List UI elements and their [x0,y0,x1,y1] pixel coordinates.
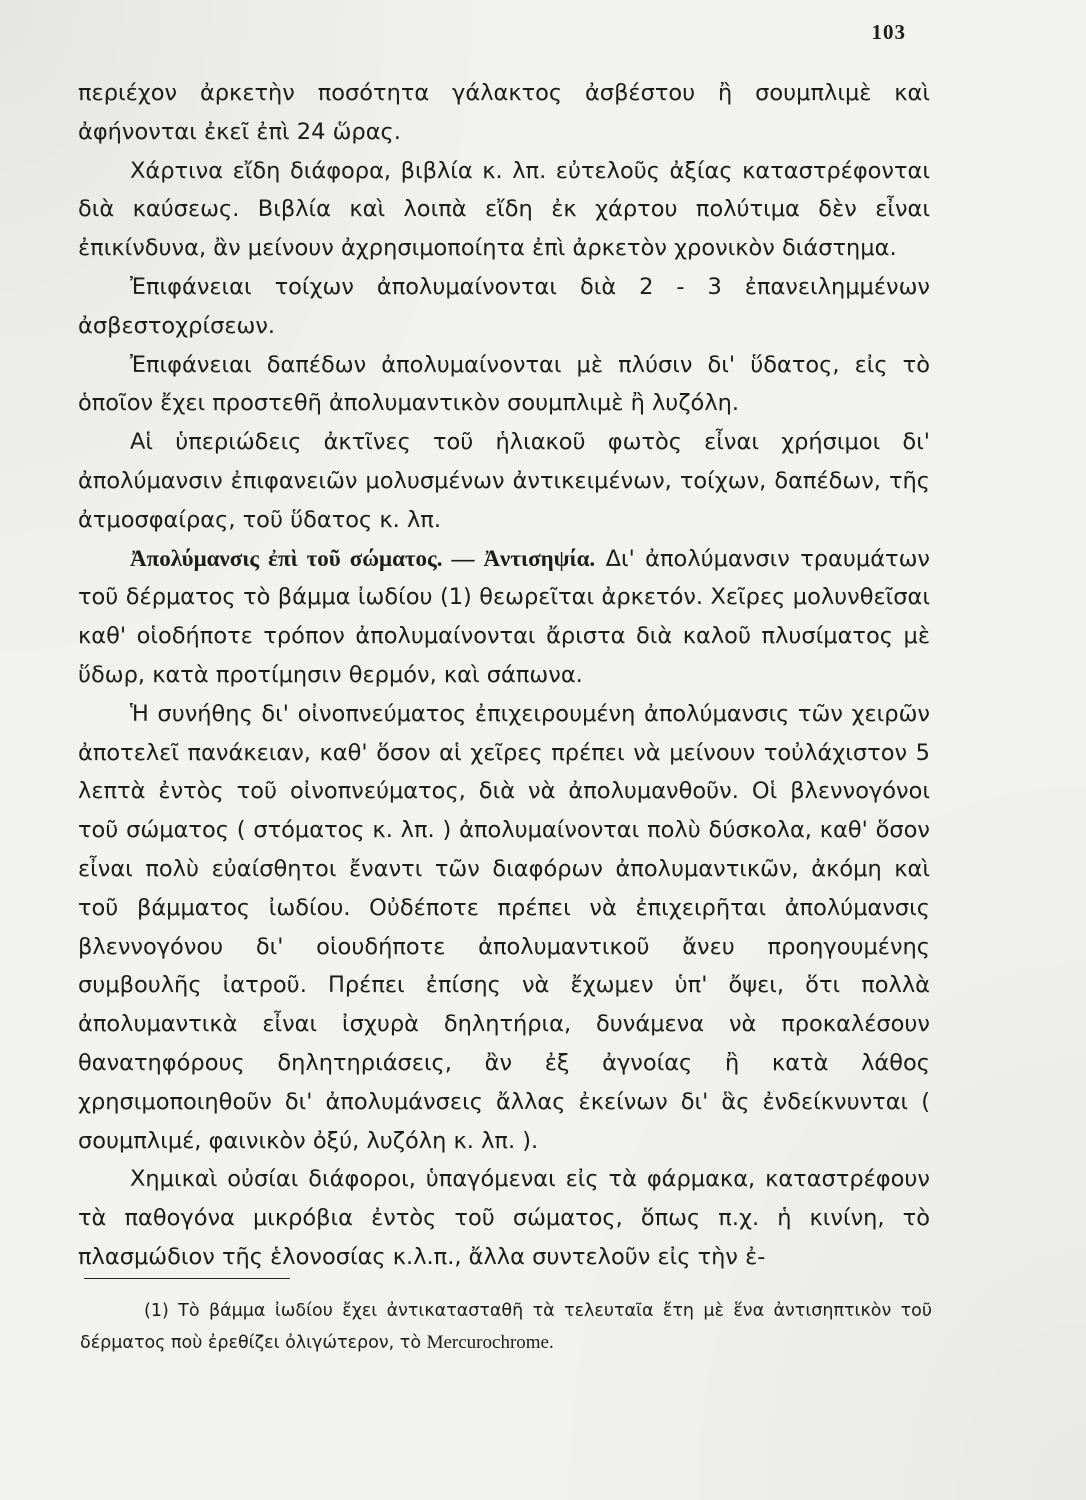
footnote-divider [84,1278,290,1279]
paragraph-paper-items: Χάρτινα εἴδη διάφορα, βιβλία κ. λπ. εὐτελοῦς ἀξίας καταστρέφονται διὰ καύσεως. Βιβλία καὶ λοιπὰ εἴδη ἐκ χάρτου πολύτιμα δὲν εἶναι ἐπικίνδυνα, ἂν μείνουν ἀχρησιμοποίητα ἐπὶ ἀρκετὸν χρονικὸν διάστημα. [78,157,930,262]
paragraph-ultraviolet-rays: Αἱ ὑπεριώδεις ἀκτῖνες τοῦ ἡλιακοῦ φωτὸς εἶναι χρήσιμοι δι' ἀπολύμανσιν ἐπιφανειῶν μολυσμένων ἀντικειμένων, τοίχων, δαπέδων, τῆς ἀτμοσφαίρας, τοῦ ὕδατος κ. λπ. [78,429,930,533]
paragraph-floor-surfaces: Ἐπιφάνειαι δαπέδων ἀπολυμαίνονται μὲ πλύσιν δι' ὕδατος, εἰς τὸ ὁποῖον ἔχει προστεθῆ ἀπολυμαντικὸν σουμπλιμὲ ἢ λυζόλη. [78,351,930,417]
footnote [80,1295,932,1359]
section-heading: Ἀπολύμανσις ἐπὶ τοῦ σώματος. — Ἀντισηψία. [130,545,596,571]
section-text: Δι' ἀπολύμανσιν τραυμάτων τοῦ δέρματος τὸ βάμμα ἰωδίου (1) θεωρεῖται ἀρκετόν. Χεῖρες μολυνθεῖσαι καθ' οἱοδήποτε τρόπον ἀπολυμαίνονται ἄριστα διὰ καλοῦ πλυσίματος μὲ ὕδωρ, κατὰ προτίμησιν θερμόν, καὶ σάπωνα. [78,545,930,688]
body-text [78,74,930,1277]
footnote-text [80,1295,932,1359]
footnote-body: (1) Τὸ βάμμα ἰωδίου ἔχει ἀντικατασταθῆ τὰ τελευταῖα ἔτη μὲ ἕνα ἀντισηπτικὸν τοῦ δέρματος ποὺ ἐρεθίζει ὀλιγώτερον, τὸ [80,1301,932,1353]
paragraph-wall-surfaces: Ἐπιφάνειαι τοίχων ἀπολυμαίνονται διὰ 2 - 3 ἐπανειλημμένων ἀσβεστοχρίσεων. [78,273,930,339]
paragraph-continuation: περιέχον ἀρκετὴν ποσότητα γάλακτος ἀσβέστου ἢ σουμπλιμὲ καὶ ἀφήνονται ἐκεῖ ἐπὶ 24 ὥρας. [78,80,930,145]
paragraph-chemical-substances: Χημικαὶ οὐσίαι διάφοροι, ὑπαγόμεναι εἰς τὰ φάρμακα, καταστρέφουν τὰ παθογόνα μικρόβια ἐντὸς τοῦ σώματος, ὅπως π.χ. ἡ κινίνη, τὸ πλασμώδιον τῆς ἑλονοσίας κ.λ.π., ἄλλα συντελοῦν εἰς τὴν ἐ- [78,1166,930,1270]
paragraph-alcohol-hands: Ἡ συνήθης δι' οἰνοπνεύματος ἐπιχειρουμένη ἀπολύμανσις τῶν χειρῶν ἀποτελεῖ πανάκειαν, καθ' ὅσον αἱ χεῖρες πρέπει νὰ μείνουν τοὐλάχιστον 5 λεπτὰ ἐντὸς τοῦ οἰνοπνεύματος, διὰ νὰ ἀπολυμανθοῦν. Οἱ βλεννογόνοι τοῦ σώματος ( στόματος κ. λπ. ) ἀπολυμαίνονται πολὺ δύσκολα, καθ' ὅσον εἶναι πολὺ εὐαίσθητοι ἔναντι τῶν διαφόρων ἀπολυμαντικῶν, ἀκόμη καὶ τοῦ βάμματος ἰωδίου. Οὐδέποτε πρέπει νὰ ἐπιχειρῆται ἀπολύμανσις βλεννογόνου δι' οἱουδήποτε ἀπολυμαντικοῦ ἄνευ προηγουμένης συμβουλῆς ἰατροῦ. Πρέπει ἐπίσης νὰ ἔχωμεν ὑπ' ὄψει, ὅτι πολλὰ ἀπολυμαντικὰ εἶναι ἰσχυρὰ δηλητήρια, δυνάμενα νὰ προκαλέσουν θανατηφόρους δηλητηριάσεις, ἂν ἐξ ἀγνοίας ἢ κατὰ λάθος χρησιμοποιηθοῦν δι' ἀπολυμάνσεις ἄλλας ἐκείνων δι' ἃς ἐνδείκνυνται ( σουμπλιμέ, φαινικὸν ὀξύ, λυζόλη κ. λπ. ). [78,700,930,1154]
page-number: 103 [871,20,906,44]
paragraph-body-disinfection [78,540,930,695]
footnote-product-name: Mercurochrome. [426,1332,554,1353]
